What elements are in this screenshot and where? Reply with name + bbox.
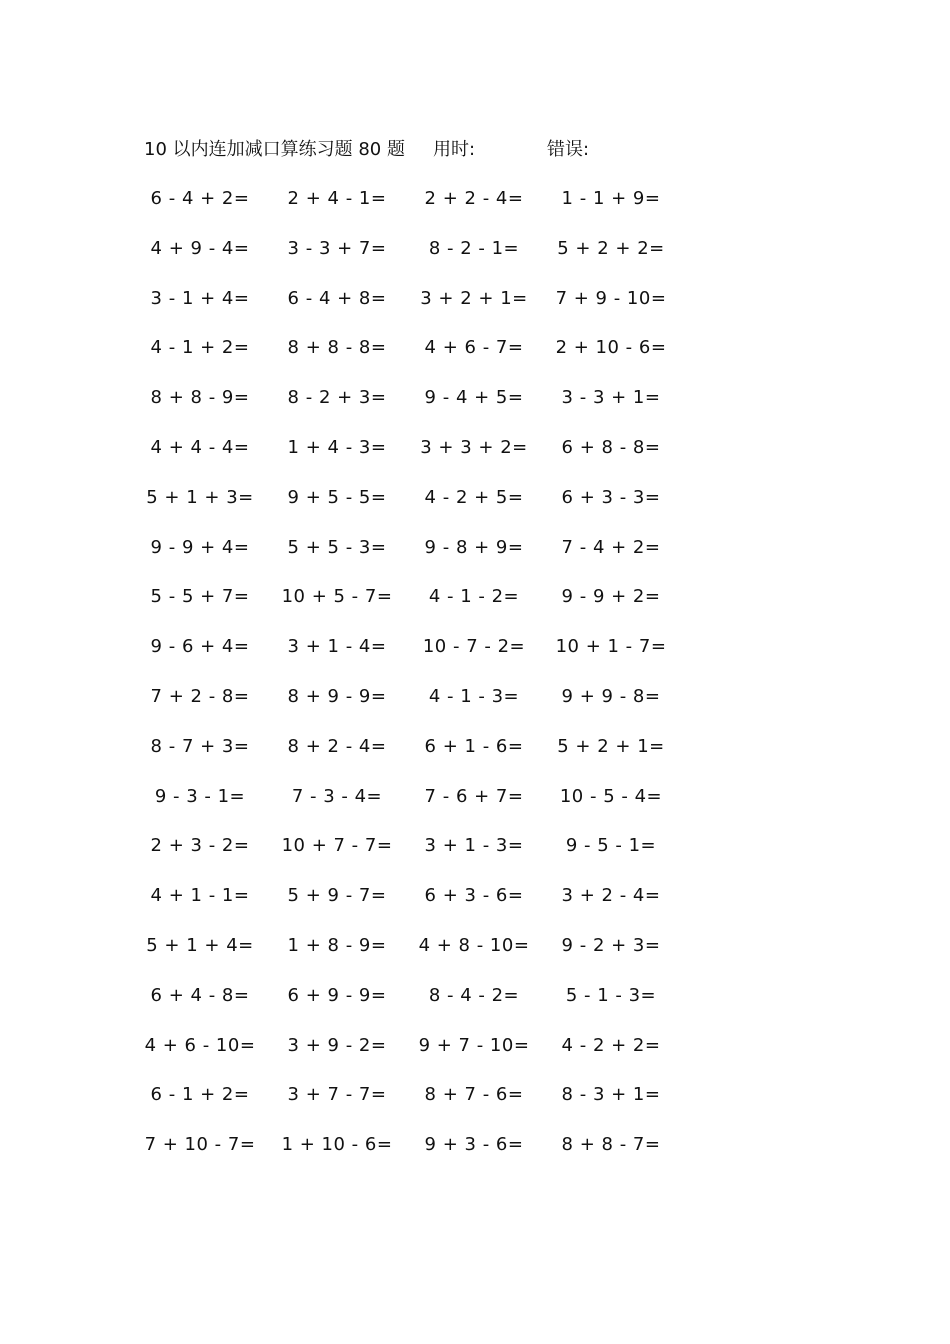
- problem-cell: 5 + 1 + 3=: [146, 486, 254, 508]
- problem-row: [132, 1033, 692, 1083]
- problem-row: [132, 385, 692, 435]
- problem-cell: 6 + 1 - 6=: [424, 735, 524, 757]
- problem-cell: 10 - 5 - 4=: [559, 785, 663, 807]
- problem-cell: 4 + 8 - 10=: [418, 934, 530, 956]
- problem-row: [132, 933, 692, 983]
- time-label: 用时:: [433, 139, 476, 160]
- problem-grid: [132, 186, 692, 1182]
- problem-cell: 10 + 5 - 7=: [281, 586, 393, 608]
- problem-row: [132, 734, 692, 784]
- problem-cell: 5 + 5 - 3=: [287, 536, 387, 558]
- problem-cell: 6 - 1 + 2=: [150, 1084, 250, 1106]
- problem-cell: 4 - 2 + 5=: [424, 486, 524, 508]
- problem-cell: 9 - 5 - 1=: [565, 835, 657, 857]
- problem-cell: 10 - 7 - 2=: [422, 636, 526, 658]
- problem-cell: 4 + 9 - 4=: [150, 237, 250, 259]
- problem-cell: 4 - 2 + 2=: [561, 1034, 661, 1056]
- problem-cell: 8 + 8 - 8=: [287, 337, 387, 359]
- problem-cell: 9 - 3 - 1=: [154, 785, 246, 807]
- problem-cell: 5 - 5 + 7=: [150, 586, 250, 608]
- problem-cell: 4 - 1 - 3=: [428, 685, 520, 707]
- problem-cell: 8 - 2 + 3=: [287, 387, 387, 409]
- problem-cell: 5 - 1 - 3=: [565, 984, 657, 1006]
- problem-cell: 1 + 8 - 9=: [287, 934, 387, 956]
- problem-cell: 3 - 1 + 4=: [150, 287, 250, 309]
- worksheet-title: 10 以内连加减口算练习题 80 题: [144, 139, 405, 160]
- problem-cell: 4 - 1 - 2=: [428, 586, 520, 608]
- problem-cell: 6 + 9 - 9=: [287, 984, 387, 1006]
- problem-cell: 9 + 7 - 10=: [418, 1034, 530, 1056]
- problem-cell: 1 + 4 - 3=: [287, 436, 387, 458]
- problem-cell: 9 - 2 + 3=: [561, 934, 661, 956]
- problem-row: [132, 485, 692, 535]
- problem-row: [132, 584, 692, 634]
- problem-cell: 1 + 10 - 6=: [281, 1134, 393, 1156]
- problem-cell: 8 - 7 + 3=: [150, 735, 250, 757]
- problem-cell: 4 + 6 - 10=: [144, 1034, 256, 1056]
- problem-cell: 3 + 7 - 7=: [287, 1084, 387, 1106]
- problem-cell: 8 - 4 - 2=: [428, 984, 520, 1006]
- problem-cell: 3 + 1 - 3=: [424, 835, 524, 857]
- problem-cell: 4 + 4 - 4=: [150, 436, 250, 458]
- problem-cell: 7 - 6 + 7=: [424, 785, 524, 807]
- problem-cell: 6 + 3 - 6=: [424, 885, 524, 907]
- problem-row: [132, 784, 692, 834]
- problem-cell: 3 + 2 - 4=: [561, 885, 661, 907]
- problem-row: [132, 286, 692, 336]
- errors-label: 错误:: [547, 139, 590, 160]
- problem-cell: 8 + 8 - 7=: [561, 1134, 661, 1156]
- problem-cell: 5 + 2 + 2=: [557, 237, 665, 259]
- problem-row: [132, 1082, 692, 1132]
- problem-cell: 8 - 3 + 1=: [561, 1084, 661, 1106]
- problem-cell: 4 + 1 - 1=: [150, 885, 250, 907]
- problem-cell: 6 + 3 - 3=: [561, 486, 661, 508]
- problem-cell: 9 + 3 - 6=: [424, 1134, 524, 1156]
- problem-cell: 8 + 7 - 6=: [424, 1084, 524, 1106]
- problem-row: [132, 684, 692, 734]
- problem-cell: 3 + 1 - 4=: [287, 636, 387, 658]
- problem-row: [132, 833, 692, 883]
- problem-cell: 9 - 4 + 5=: [424, 387, 524, 409]
- problem-cell: 5 + 9 - 7=: [287, 885, 387, 907]
- problem-cell: 6 - 4 + 2=: [150, 188, 250, 209]
- problem-row: [132, 236, 692, 286]
- problem-cell: 9 + 9 - 8=: [561, 685, 661, 707]
- problem-cell: 3 + 3 + 2=: [420, 436, 528, 458]
- problem-row: [132, 335, 692, 385]
- problem-cell: 3 - 3 + 7=: [287, 237, 387, 259]
- problem-cell: 9 - 8 + 9=: [424, 536, 524, 558]
- problem-cell: 3 + 2 + 1=: [420, 287, 528, 309]
- problem-cell: 6 + 8 - 8=: [561, 436, 661, 458]
- problem-cell: 4 - 1 + 2=: [150, 337, 250, 359]
- problem-cell: 8 + 9 - 9=: [287, 685, 387, 707]
- problem-cell: 10 + 1 - 7=: [555, 636, 667, 658]
- problem-row: [132, 883, 692, 933]
- problem-row: [132, 983, 692, 1033]
- problem-row: [132, 186, 692, 236]
- problem-cell: 9 + 5 - 5=: [287, 486, 387, 508]
- problem-cell: 8 + 2 - 4=: [287, 735, 387, 757]
- problem-cell: 6 + 4 - 8=: [150, 984, 250, 1006]
- problem-row: [132, 1132, 692, 1182]
- problem-cell: 3 + 9 - 2=: [287, 1034, 387, 1056]
- problem-cell: 2 + 2 - 4=: [424, 188, 524, 209]
- problem-cell: 5 + 2 + 1=: [557, 735, 665, 757]
- problem-cell: 7 - 3 - 4=: [291, 785, 383, 807]
- problem-cell: 8 + 8 - 9=: [150, 387, 250, 409]
- problem-cell: 7 - 4 + 2=: [561, 536, 661, 558]
- problem-cell: 2 + 3 - 2=: [150, 835, 250, 857]
- problem-cell: 7 + 9 - 10=: [555, 287, 667, 309]
- problem-cell: 5 + 1 + 4=: [146, 934, 254, 956]
- problem-cell: 6 - 4 + 8=: [287, 287, 387, 309]
- problem-row: [132, 634, 692, 684]
- problem-cell: 1 - 1 + 9=: [561, 188, 661, 209]
- problem-cell: 4 + 6 - 7=: [424, 337, 524, 359]
- problem-cell: 9 - 6 + 4=: [150, 636, 250, 658]
- problem-cell: 9 - 9 + 2=: [561, 586, 661, 608]
- problem-cell: 10 + 7 - 7=: [281, 835, 393, 857]
- problem-cell: 2 + 10 - 6=: [555, 337, 667, 359]
- problem-cell: 3 - 3 + 1=: [561, 387, 661, 409]
- problem-row: [132, 435, 692, 485]
- problem-cell: 7 + 2 - 8=: [150, 685, 250, 707]
- problem-cell: 8 - 2 - 1=: [428, 237, 520, 259]
- problem-row: [132, 535, 692, 585]
- problem-cell: 7 + 10 - 7=: [144, 1134, 256, 1156]
- problem-cell: 2 + 4 - 1=: [287, 188, 387, 209]
- problem-cell: 9 - 9 + 4=: [150, 536, 250, 558]
